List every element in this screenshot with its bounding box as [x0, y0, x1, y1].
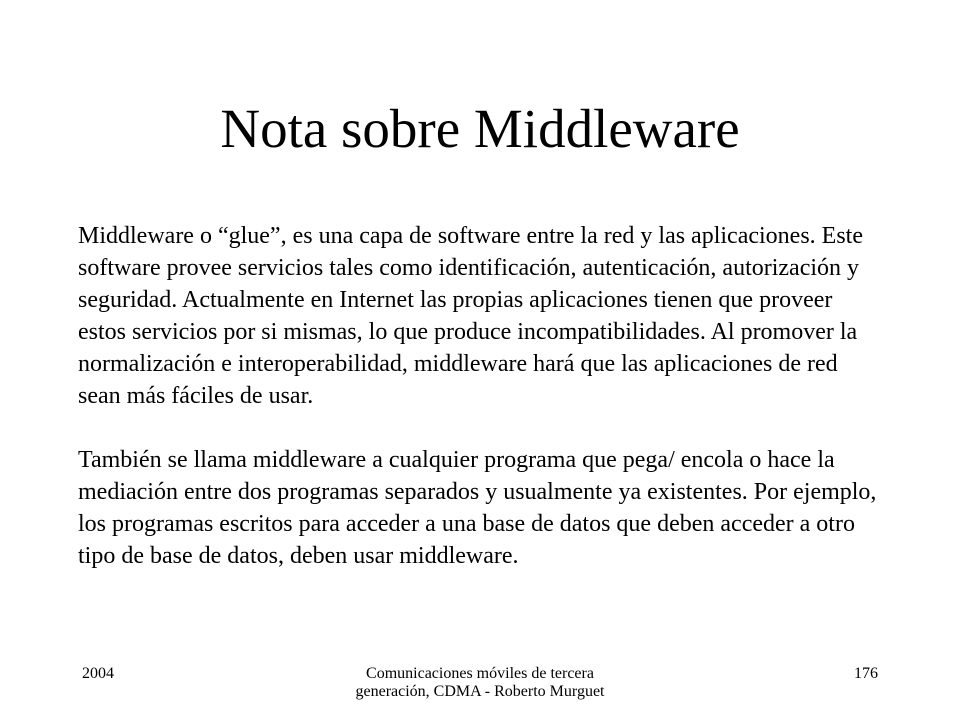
slide-body — [78, 220, 878, 572]
footer-page-number: 176 — [854, 665, 878, 682]
paragraph-middleware-definition: Middleware o “glue”, es una capa de software entre la red y las aplicaciones. Este software provee servicios tales como identificación, autenticación, autorización y seguridad. Actualmente en Internet las propias aplicaciones tienen que proveer estos servicios por si mismas, lo que produce incompatibilidades. Al promover la normalización e interoperabilidad, middleware hará que las aplicaciones de red sean más fáciles de usar. — [78, 223, 863, 409]
footer-year: 2004 — [82, 665, 114, 682]
footer-course-title: Comunicaciones móviles de tercera generación, CDMA - Roberto Murguet — [355, 665, 605, 700]
paragraph-spacer — [78, 412, 878, 444]
slide-title: Nota sobre Middleware — [220, 98, 740, 159]
paragraph-middleware-examples: También se llama middleware a cualquier programa que pega/ encola o hace la mediación entre dos programas separados y usualmente ya existentes. Por ejemplo, los programas escritos para acceder a una base de datos que deben acceder a otro tipo de base de datos, deben usar middleware. — [78, 447, 877, 569]
